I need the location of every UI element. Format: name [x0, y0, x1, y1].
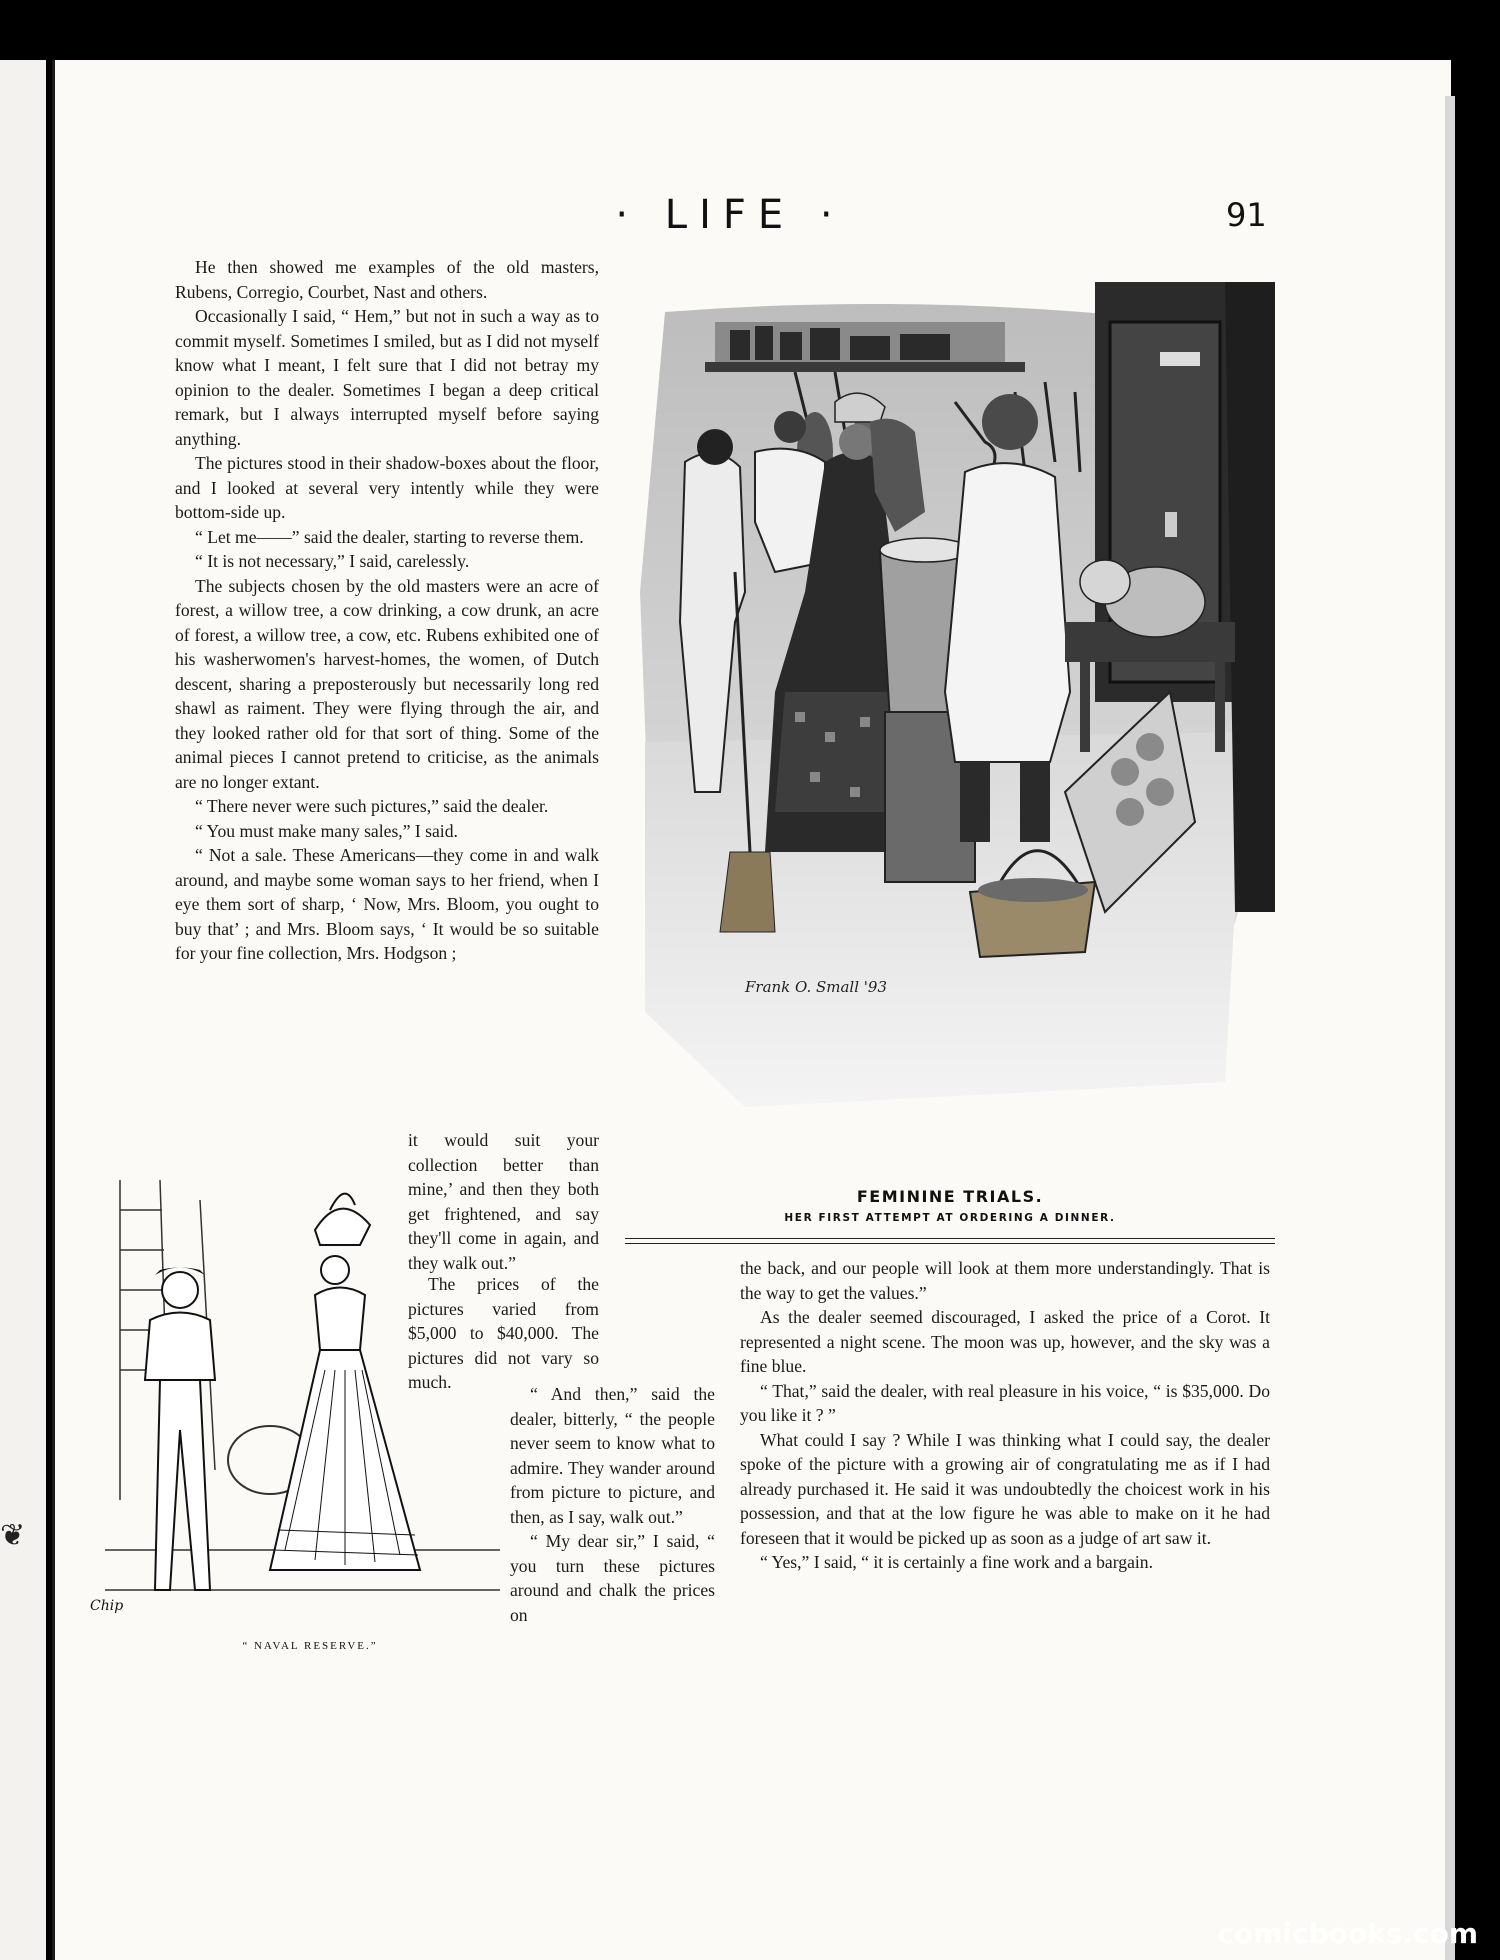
- cartoonist-signature: Chip: [90, 1598, 124, 1614]
- small-illustration-caption: “ NAVAL RESERVE.”: [242, 1640, 378, 1652]
- illustration-subtitle: HER FIRST ATTEMPT AT ORDERING A DINNER.: [784, 1212, 1116, 1224]
- illustration-feminine-trials: [625, 292, 1275, 1137]
- illustrator-signature: Frank O. Small '93: [745, 978, 888, 996]
- paragraph: “ Yes,” I said, “ it is certainly a fine work and a bargain.: [760, 1552, 1153, 1572]
- paragraph: “ And then,” said the dealer, bitterly, “ the people never seem to know what to admire. They wander around from picture to picture, and then, as I say, walk out.”: [510, 1384, 715, 1527]
- paragraph: Occasionally I said, “ Hem,” but not in such a way as to commit myself. Sometimes I smiled, but as I did not myself know what I meant, I felt sure that I did not betray my opinion to the dealer. Sometimes I began a deep critical remark, but I always interrupted myself before saying anything.: [175, 306, 599, 449]
- article-left-column: [175, 255, 599, 966]
- paragraph: “ There never were such pictures,” said the dealer.: [195, 796, 549, 816]
- paragraph: “ It is not necessary,” I said, carelessly.: [195, 551, 470, 571]
- watermark: comicbooks.com: [1217, 1917, 1478, 1950]
- article-narrow-text-3: [510, 1382, 715, 1627]
- article-right-column: [740, 1256, 1270, 1575]
- paragraph: “ That,” said the dealer, with real pleasure in his voice, “ is $35,000. Do you like it ? ”: [740, 1380, 1270, 1425]
- previous-page-edge: [0, 60, 46, 1960]
- paragraph: As the dealer seemed discouraged, I asked the price of a Corot. It represented a night scene. The moon was up, however, and the sky was a fine blue.: [740, 1307, 1270, 1376]
- paragraph: it would suit your collection better than mine,’ and then they both get frightened, and say they'll come in again, and they walk out.”: [408, 1130, 599, 1273]
- paragraph: The pictures stood in their shadow-boxes about the floor, and I looked at several very intently while they were bottom-side up.: [175, 453, 599, 522]
- divider-rule: [625, 1238, 1275, 1244]
- paragraph: “ You must make many sales,” I said.: [195, 820, 458, 841]
- ornament-icon: ❦: [0, 1519, 26, 1552]
- paragraph: “ Not a sale. These Americans—they come in and walk around, and maybe some woman says to her friend, when I eye them sort of sharp, ‘ Now, Mrs. Bloom, you ought to buy that’ ; and Mrs. Bloom says, ‘ It would be so suitable for your fine collection, Mrs. Hodgson ;: [175, 845, 599, 963]
- paragraph: What could I say ? While I was thinking what I could say, the dealer spoke of the picture with a growing air of congratulating me as if I had already purchased it. He said it was undoubtedly the choicest work in his possession, and that at the low figure he was able to make on it he had foreseen that it would be picked up as soon as a judge of art saw it.: [740, 1429, 1270, 1548]
- sailor-and-lady-drawing: [90, 1170, 520, 1620]
- main-illustration-caption: [625, 1187, 1275, 1224]
- paragraph: He then showed me examples of the old masters, Rubens, Corregio, Courbet, Nast and others.: [175, 257, 599, 302]
- paragraph: The subjects chosen by the old masters were an acre of forest, a willow tree, a cow drinking, a cow drunk, an acre of forest, a willow tree, a cow, etc. Rubens exhibited one of his washerwomen's harvest-homes, the women, of Dutch descent, sharing a preposterously but necessarily long red shawl as raiment. They were flying through the air, and they looked rather old for that sort of thing. Some of the animal pieces I cannot pretend to criticise, as the animals are no longer extant.: [175, 575, 599, 792]
- paragraph: “ Let me——” said the dealer, starting to reverse them.: [195, 526, 584, 547]
- page-number: 91: [1226, 196, 1267, 234]
- paragraph: The prices of the pictures varied from $5,000 to $40,000. The pictures did not vary so much.: [408, 1274, 599, 1392]
- paragraph: the back, and our people will look at them more understandingly. That is the way to get the values.”: [740, 1258, 1270, 1303]
- page-edge: [1445, 96, 1455, 1960]
- masthead: · LIFE ·: [615, 192, 845, 238]
- shop-scene-illustration: [625, 292, 1275, 1137]
- illustration-title: FEMININE TRIALS.: [856, 1187, 1044, 1206]
- illustration-naval-reserve: [90, 1170, 520, 1620]
- paragraph: “ My dear sir,” I said, “ you turn these pictures around and chalk the prices on: [510, 1531, 715, 1625]
